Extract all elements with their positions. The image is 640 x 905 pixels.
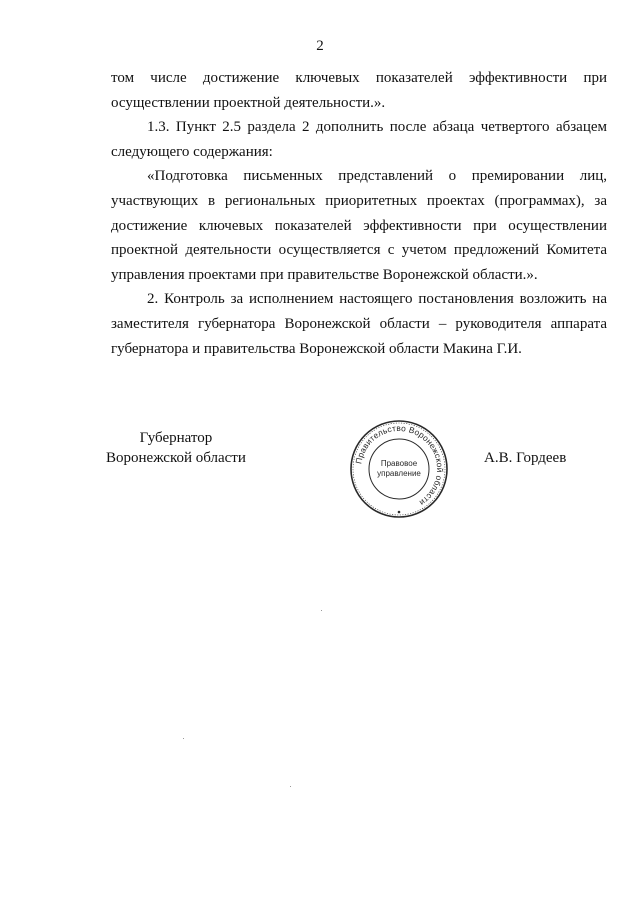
official-seal-stamp: [348, 418, 450, 520]
paragraph-item-2: 2. Контроль за исполнением настоящего постановления возложить на заместителя губернатора Воронежской области – руководителя аппарата губернатора и правительства Воронежской области Макина Г.И.: [111, 291, 607, 357]
signature-block: [0, 422, 640, 536]
paragraph-item-1-3: 1.3. Пункт 2.5 раздела 2 дополнить после абзаца четвертого абзацем следующего содержания:: [111, 119, 607, 160]
signer-name: А.В. Гордеев: [484, 450, 567, 466]
signer-title-line2: Воронежской области: [106, 450, 246, 466]
signer-title-line1: Губернатор: [139, 430, 213, 446]
document-body: [111, 66, 607, 361]
speck: [183, 738, 184, 739]
seal-outer-text: Правительство Воронежской области: [353, 422, 446, 509]
seal-inner-text-line2: управление: [377, 469, 421, 478]
signer-title: [106, 428, 246, 468]
seal-inner-text-line1: Правовое: [380, 459, 418, 468]
seal-dot: [398, 511, 401, 514]
paragraph-continuation: том числе достижение ключевых показателей эффективности при осуществлении проектной деятельности.».: [111, 70, 607, 111]
page-number: 2: [316, 38, 324, 54]
paragraph-quoted-text: «Подготовка письменных представлений о премировании лиц, участвующих в региональных приоритетных проектах (программах), за достижение ключевых показателей эффективности при осуществлении проектной деятельности осуществляется с учетом предложений Комитета управления проектами при правительстве Воронежской области.».: [111, 168, 607, 283]
speck: [290, 786, 291, 787]
speck: [321, 610, 322, 611]
